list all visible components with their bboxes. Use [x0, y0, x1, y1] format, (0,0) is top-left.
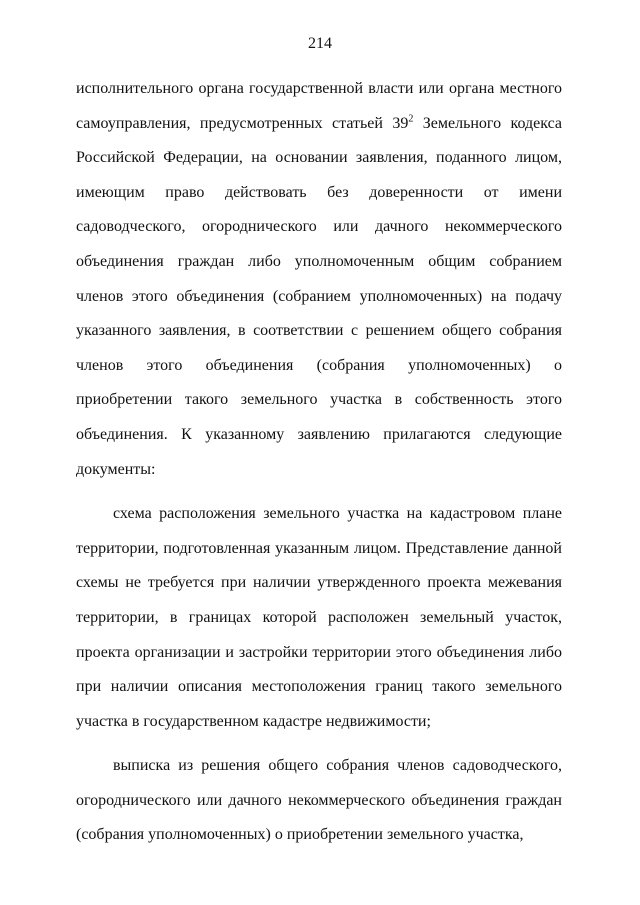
document-body	[76, 72, 562, 853]
paragraph-extract: выписка из решения общего собрания членов садоводческого, огороднического или дачного некоммерческого объединения граждан (собрания уполномоченных) о приобретении земельного участка,	[76, 757, 562, 844]
article-superscript: 2	[408, 113, 414, 125]
paragraph-text: Земельного кодекса Российской Федерации, на основании заявления, поданного лицом, имеющим право действовать без доверенности от имени садоводческого, огороднического или дачного некоммерческого объединения граждан либо уполномоченным общим собранием членов этого объединения (собранием уполномоченных) на подачу указанного заявления, в соответствии с решением общего собрания членов этого объединения (собрания уполномоченных) о приобретении такого земельного участка в собственность этого объединения. К указанному заявлению прилагаются следующие документы:	[76, 114, 562, 478]
page-number: 214	[308, 35, 332, 52]
paragraph-scheme: схема расположения земельного участка на кадастровом плане территории, подготовленная указанным лицом. Представление данной схемы не требуется при наличии утвержденного проекта межевания территории, в границах которой расположен земельный участок, проекта организации и застройки территории этого объединения либо при наличии описания местоположения границ такого земельного участка в государственном кадастре недвижимости;	[76, 505, 562, 730]
paragraph-continuation	[76, 72, 562, 487]
paragraph-text: исполнительного органа государственной власти или органа местного самоуправления, предусмотренных статьей 39	[76, 80, 562, 132]
